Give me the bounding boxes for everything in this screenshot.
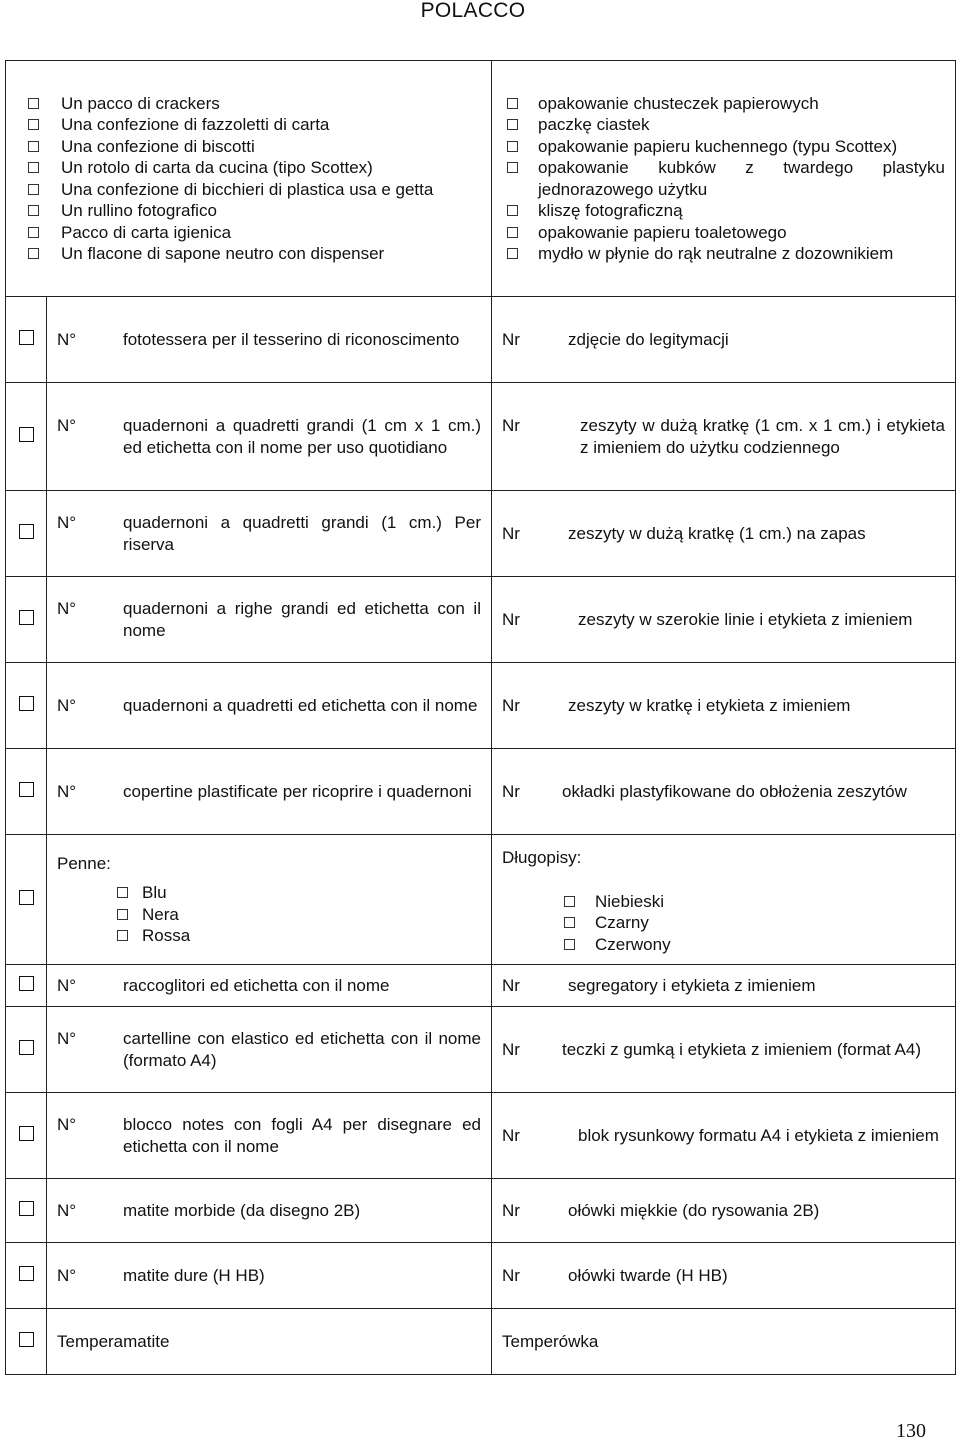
italian-cell xyxy=(47,1007,492,1093)
list-item xyxy=(28,200,481,222)
item-checkbox[interactable] xyxy=(507,119,518,130)
item-checkbox[interactable] xyxy=(28,162,39,173)
table-row xyxy=(6,1179,956,1243)
polish-cell xyxy=(492,383,956,491)
polish-code: Nr xyxy=(502,1265,520,1285)
italian-text: quadernoni a quadretti grandi (1 cm x 1 cm.) ed etichetta con il nome per uso quotidiano xyxy=(123,416,481,457)
italian-text: quadernoni a quadretti grandi (1 cm.) Per riserva xyxy=(123,513,481,554)
item-checkbox[interactable] xyxy=(507,205,518,216)
item-checkbox[interactable] xyxy=(507,98,518,109)
polish-code: Nr xyxy=(502,609,520,629)
item-label: opakowanie papieru kuchennego (typu Scottex) xyxy=(538,136,898,156)
italian-text: matite morbide (da disegno 2B) xyxy=(123,1200,361,1220)
italian-cell xyxy=(47,1093,492,1179)
polish-cell xyxy=(492,1243,956,1309)
item-checkbox[interactable] xyxy=(117,887,128,898)
row-checkbox-cell xyxy=(6,835,47,965)
polish-code: Nr xyxy=(502,1039,520,1059)
row-checkbox-cell xyxy=(6,663,47,749)
row-checkbox[interactable] xyxy=(19,976,34,991)
italian-cell xyxy=(47,297,492,383)
polish-text: zdjęcie do legitymacji xyxy=(568,329,729,349)
table-row xyxy=(6,1093,956,1179)
table-row xyxy=(6,663,956,749)
list-item xyxy=(117,882,481,904)
italian-cell xyxy=(47,965,492,1007)
row-checkbox[interactable] xyxy=(19,330,34,345)
italian-cell xyxy=(47,749,492,835)
last-italian-cell xyxy=(47,1309,492,1375)
italian-code: N° xyxy=(57,975,77,995)
table-row xyxy=(6,297,956,383)
italian-cell xyxy=(47,383,492,491)
table-row xyxy=(6,383,956,491)
pens-italian-colors xyxy=(57,882,481,947)
list-item xyxy=(28,222,481,244)
table-row-pens xyxy=(6,835,956,965)
table-row-intro xyxy=(6,61,956,297)
italian-code: N° xyxy=(57,599,77,618)
item-label: kliszę fotograficzną xyxy=(538,201,683,220)
item-label: Nera xyxy=(142,904,179,924)
polish-cell xyxy=(492,1007,956,1093)
polish-cell xyxy=(492,965,956,1007)
item-checkbox[interactable] xyxy=(28,119,39,130)
row-checkbox[interactable] xyxy=(19,696,34,711)
item-checkbox[interactable] xyxy=(28,141,39,152)
last-polish-cell xyxy=(492,1309,956,1375)
item-label: Un rullino fotografico xyxy=(61,201,217,220)
row-checkbox-cell xyxy=(6,491,47,577)
table-row xyxy=(6,491,956,577)
page-title: POLACCO xyxy=(420,0,526,22)
pens-polish-cell xyxy=(492,835,956,965)
polish-cell xyxy=(492,749,956,835)
polish-code: Nr xyxy=(502,329,520,349)
row-checkbox[interactable] xyxy=(19,1332,34,1347)
item-label: opakowanie chusteczek papierowych xyxy=(538,93,819,113)
italian-code: N° xyxy=(57,513,77,532)
item-checkbox[interactable] xyxy=(507,141,518,152)
list-item xyxy=(564,891,945,913)
polish-text: blok rysunkowy formatu A4 i etykieta z imieniem xyxy=(578,1125,939,1145)
intro-italian-cell xyxy=(6,61,492,297)
row-checkbox[interactable] xyxy=(19,1040,34,1055)
list-item xyxy=(117,904,481,926)
polish-code: Nr xyxy=(502,975,520,995)
italian-code: N° xyxy=(57,695,77,715)
item-label: Pacco di carta igienica xyxy=(61,222,232,242)
list-item xyxy=(117,925,481,947)
polish-code: Nr xyxy=(502,1200,520,1220)
list-item xyxy=(507,114,945,136)
item-checkbox[interactable] xyxy=(564,896,575,907)
last-polish-text: Temperówka xyxy=(502,1331,599,1351)
row-checkbox-cell xyxy=(6,749,47,835)
table-row-last xyxy=(6,1309,956,1375)
row-checkbox-cell xyxy=(6,383,47,491)
item-checkbox[interactable] xyxy=(507,162,518,173)
polish-text: ołówki twarde (H HB) xyxy=(568,1265,728,1285)
polish-code: Nr xyxy=(502,781,520,801)
item-label: Una confezione di bicchieri di plastica usa e getta xyxy=(61,179,434,199)
row-checkbox[interactable] xyxy=(19,890,34,905)
polish-cell xyxy=(492,1093,956,1179)
item-checkbox[interactable] xyxy=(507,227,518,238)
italian-cell xyxy=(47,491,492,577)
italian-cell xyxy=(47,577,492,663)
item-checkbox[interactable] xyxy=(507,248,518,259)
row-checkbox-cell xyxy=(6,1309,47,1375)
item-checkbox[interactable] xyxy=(28,98,39,109)
item-label: opakowanie kubków z twardego plastyku jednorazowego użytku xyxy=(538,158,945,199)
row-checkbox[interactable] xyxy=(19,1201,34,1216)
page-number: 130 xyxy=(896,1420,926,1442)
item-label: Un pacco di crackers xyxy=(61,93,220,113)
polish-cell xyxy=(492,297,956,383)
row-checkbox-cell xyxy=(6,1243,47,1309)
item-checkbox[interactable] xyxy=(28,205,39,216)
italian-text: cartelline con elastico ed etichetta con il nome (formato A4) xyxy=(123,1029,481,1070)
italian-code: N° xyxy=(57,781,77,801)
last-italian-text: Temperamatite xyxy=(57,1331,170,1351)
item-label: Rossa xyxy=(142,926,191,945)
row-checkbox-cell xyxy=(6,297,47,383)
polish-text: segregatory i etykieta z imieniem xyxy=(568,975,816,995)
italian-text: blocco notes con fogli A4 per disegnare ed etichetta con il nome xyxy=(123,1115,481,1156)
list-item xyxy=(28,114,481,136)
italian-cell xyxy=(47,1243,492,1309)
pens-italian-cell xyxy=(47,835,492,965)
list-item xyxy=(28,93,481,115)
item-checkbox[interactable] xyxy=(564,939,575,950)
list-item xyxy=(28,136,481,158)
item-checkbox[interactable] xyxy=(564,917,575,928)
polish-code: Nr xyxy=(502,523,520,543)
item-label: Un rotolo di carta da cucina (tipo Scottex) xyxy=(61,158,373,177)
item-checkbox[interactable] xyxy=(28,184,39,195)
table-row xyxy=(6,749,956,835)
italian-code: N° xyxy=(57,1265,77,1285)
table-row xyxy=(6,1243,956,1309)
list-item xyxy=(28,243,481,265)
item-label: Una confezione di biscotti xyxy=(61,136,255,156)
italian-text: copertine plastificate per ricoprire i quadernoni xyxy=(123,781,472,801)
polish-text: zeszyty w dużą kratkę (1 cm.) na zapas xyxy=(568,523,866,543)
list-item xyxy=(564,912,945,934)
italian-text: matite dure (H HB) xyxy=(123,1265,265,1285)
table-row xyxy=(6,577,956,663)
row-checkbox-cell xyxy=(6,1007,47,1093)
row-checkbox-cell xyxy=(6,965,47,1007)
pens-italian-label: Penne: xyxy=(57,853,111,873)
row-checkbox[interactable] xyxy=(19,524,34,539)
intro-polish-cell xyxy=(492,61,956,297)
item-checkbox[interactable] xyxy=(117,930,128,941)
italian-code: N° xyxy=(57,1200,77,1220)
italian-cell xyxy=(47,663,492,749)
item-label: Czerwony xyxy=(595,934,671,954)
table-row xyxy=(6,1007,956,1093)
item-checkbox[interactable] xyxy=(117,909,128,920)
row-checkbox[interactable] xyxy=(19,782,34,797)
italian-text: raccoglitori ed etichetta con il nome xyxy=(123,975,390,995)
polish-text: zeszyty w szerokie linie i etykieta z imieniem xyxy=(578,609,913,629)
item-checkbox[interactable] xyxy=(28,248,39,259)
italian-code: N° xyxy=(57,1115,77,1134)
polish-cell xyxy=(492,577,956,663)
row-checkbox-cell xyxy=(6,577,47,663)
polish-code: Nr xyxy=(502,1125,520,1145)
polish-code: Nr xyxy=(502,695,520,715)
italian-code: N° xyxy=(57,416,77,435)
list-item xyxy=(507,200,945,222)
item-label: Czarny xyxy=(595,913,649,932)
italian-item-list xyxy=(6,89,491,269)
italian-text: quadernoni a quadretti ed etichetta con il nome xyxy=(123,695,478,715)
item-checkbox[interactable] xyxy=(28,227,39,238)
polish-text: zeszyty w kratkę i etykieta z imieniem xyxy=(568,695,851,715)
polish-text: ołówki miękkie (do rysowania 2B) xyxy=(568,1200,820,1220)
list-item xyxy=(507,222,945,244)
italian-cell xyxy=(47,1179,492,1243)
italian-text: fototessera per il tesserino di riconoscimento xyxy=(123,329,460,349)
row-checkbox[interactable] xyxy=(19,1126,34,1141)
list-item xyxy=(28,179,481,201)
polish-cell xyxy=(492,491,956,577)
item-label: opakowanie papieru toaletowego xyxy=(538,222,787,242)
polish-code: Nr xyxy=(502,416,520,435)
item-label: Una confezione di fazzoletti di carta xyxy=(61,115,330,134)
list-item xyxy=(507,93,945,115)
italian-code: N° xyxy=(57,1029,77,1048)
item-label: Blu xyxy=(142,883,167,902)
polish-text: zeszyty w dużą kratkę (1 cm. x 1 cm.) i etykieta z imieniem do użytku codziennego xyxy=(580,416,945,457)
polish-text: teczki z gumką i etykieta z imieniem (format A4) xyxy=(562,1039,922,1059)
item-label: mydło w płynie do rąk neutralne z dozownikiem xyxy=(538,244,894,263)
list-item xyxy=(507,136,945,158)
italian-text: quadernoni a righe grandi ed etichetta con il nome xyxy=(123,599,481,640)
row-checkbox-cell xyxy=(6,1093,47,1179)
row-checkbox[interactable] xyxy=(19,427,34,442)
item-label: paczkę ciastek xyxy=(538,115,650,134)
supply-table xyxy=(5,60,956,1375)
item-label: Niebieski xyxy=(595,891,664,911)
list-item xyxy=(507,243,945,265)
row-checkbox[interactable] xyxy=(19,1266,34,1281)
list-item xyxy=(507,157,945,200)
polish-cell xyxy=(492,1179,956,1243)
list-item xyxy=(564,934,945,956)
pens-polish-label: Długopisy: xyxy=(502,848,582,867)
list-item xyxy=(28,157,481,179)
table-row xyxy=(6,965,956,1007)
pens-polish-colors xyxy=(502,891,945,956)
polish-item-list xyxy=(492,89,955,269)
polish-cell xyxy=(492,663,956,749)
item-label: Un flacone di sapone neutro con dispenser xyxy=(61,244,385,263)
row-checkbox[interactable] xyxy=(19,610,34,625)
italian-code: N° xyxy=(57,329,77,349)
row-checkbox-cell xyxy=(6,1179,47,1243)
polish-text: okładki plastyfikowane do obłożenia zeszytów xyxy=(562,781,907,801)
